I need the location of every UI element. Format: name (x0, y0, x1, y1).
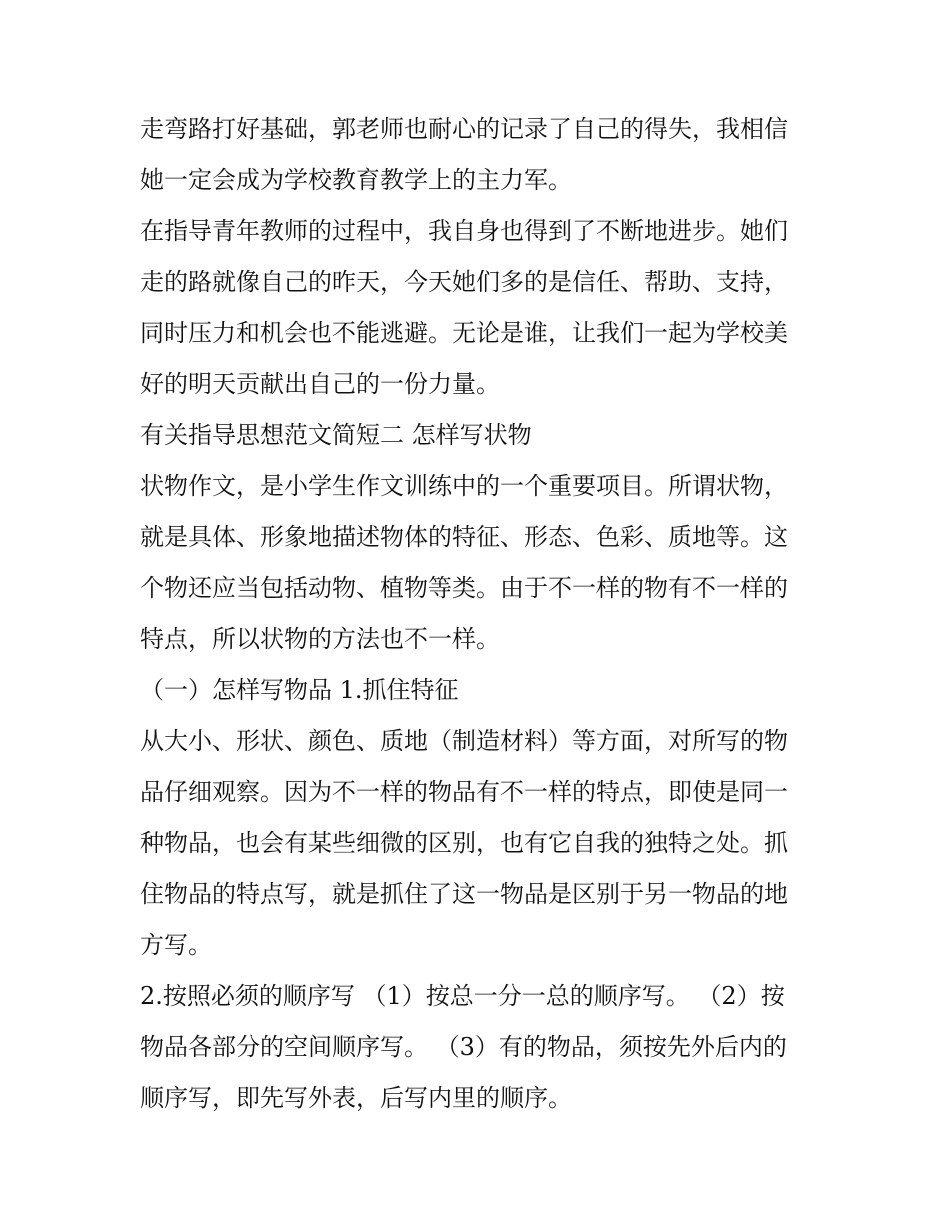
text-line: 在指导青年教师的过程中，我自身也得到了不断地进步。她们 (140, 217, 788, 245)
text-line: 从大小、形状、颜色、质地（制造材料）等方面，对所写的物 (140, 727, 788, 755)
text-line: 同时压力和机会也不能逃避。无论是谁，让我们一起为学校美 (140, 319, 788, 347)
paragraph-1 (140, 104, 820, 206)
text-line: 走弯路打好基础，郭老师也耐心的记录了自己的得失，我相信 (140, 115, 788, 143)
section-heading (140, 410, 820, 461)
text-line: 物品各部分的空间顺序写。 （3）有的物品，须按先外后内的 (140, 1033, 787, 1061)
paragraph-5 (140, 971, 820, 1124)
text-line: 个物还应当包括动物、植物等类。由于不一样的物有不一样的 (140, 574, 788, 602)
text-line: 顺序写，即先写外表，后写内里的顺序。 (140, 1084, 572, 1112)
text-line: 2.按照必须的顺序写 （1）按总一分一总的顺序写。 （2）按 (140, 982, 785, 1010)
text-line: 住物品的特点写，就是抓住了这一物品是区别于另一物品的地 (140, 880, 788, 908)
text-line: 品仔细观察。因为不一样的物品有不一样的特点，即使是同一 (140, 778, 788, 806)
text-line: 特点，所以状物的方法也不一样。 (140, 625, 500, 653)
document-body (140, 104, 820, 1124)
text-line: 好的明天贡献出自己的一份力量。 (140, 370, 500, 398)
paragraph-3 (140, 461, 820, 665)
paragraph-4 (140, 716, 820, 971)
text-line: 方写。 (140, 931, 212, 959)
paragraph-2 (140, 206, 820, 410)
heading-line: 有关指导思想范文简短二 怎样写状物 (140, 421, 532, 449)
subsection-heading (140, 665, 820, 716)
text-line: 她一定会成为学校教育教学上的主力军。 (140, 166, 572, 194)
text-line: 状物作文，是小学生作文训练中的一个重要项目。所谓状物， (140, 472, 788, 500)
heading-line: （一）怎样写物品 1.抓住特征 (140, 676, 459, 704)
text-line: 走的路就像自己的昨天，今天她们多的是信任、帮助、支持， (140, 268, 788, 296)
text-line: 就是具体、形象地描述物体的特征、形态、色彩、质地等。这 (140, 523, 788, 551)
text-line: 种物品，也会有某些细微的区别，也有它自我的独特之处。抓 (140, 829, 788, 857)
